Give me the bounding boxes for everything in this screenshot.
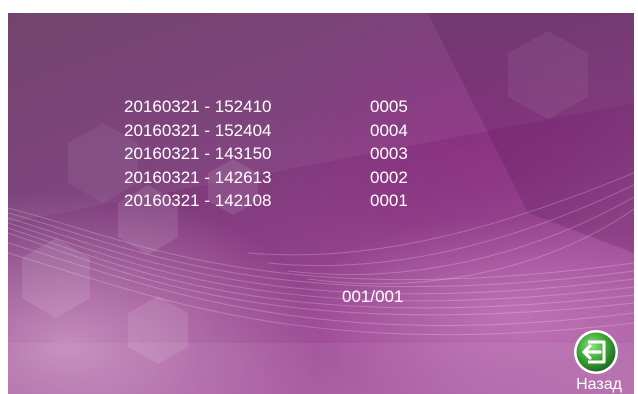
list-item[interactable] <box>124 95 454 119</box>
list-item[interactable] <box>124 119 454 143</box>
record-number: 0003 <box>370 144 408 163</box>
record-timestamp: 20160321 - 142613 <box>124 167 272 187</box>
list-item[interactable] <box>124 189 454 213</box>
record-number: 0002 <box>370 167 408 187</box>
back-button[interactable] <box>564 329 632 394</box>
list-item[interactable] <box>124 142 454 166</box>
record-list <box>124 95 454 213</box>
record-number: 0005 <box>370 97 408 116</box>
record-timestamp: 20160321 - 152404 <box>124 120 272 140</box>
record-number: 0001 <box>370 191 408 210</box>
screen <box>8 13 634 394</box>
record-number: 0004 <box>370 120 408 140</box>
back-button-label: Назад <box>576 376 622 393</box>
record-timestamp: 20160321 - 142108 <box>124 191 272 210</box>
page-indicator: 001/001 <box>342 287 404 306</box>
list-item[interactable] <box>124 166 454 190</box>
record-timestamp: 20160321 - 152410 <box>124 97 272 116</box>
back-arrow-icon <box>573 329 619 375</box>
record-timestamp: 20160321 - 143150 <box>124 144 272 163</box>
